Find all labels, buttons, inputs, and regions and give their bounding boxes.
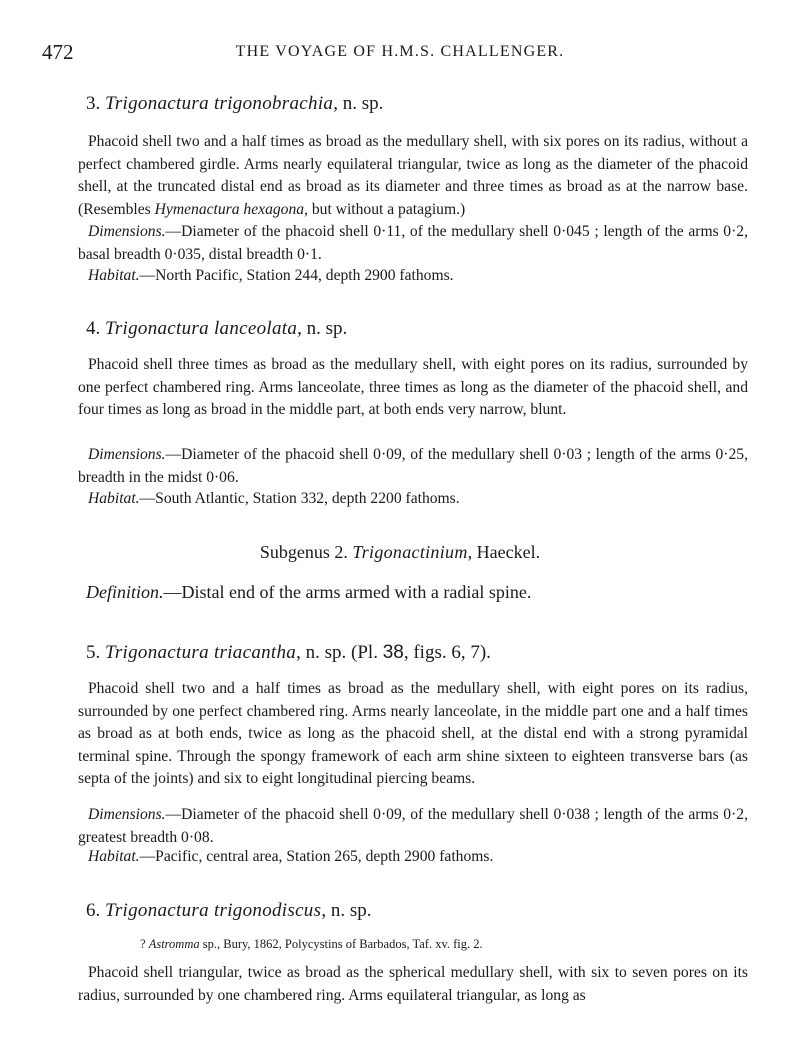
habitat-label: Habitat. (88, 267, 140, 284)
habitat-label: Habitat. (88, 848, 140, 865)
page-number: 472 (42, 40, 74, 64)
synonym-name: Astromma (148, 937, 200, 951)
species-name: Trigonactura trigonodiscus (105, 900, 322, 921)
dimensions-label: Dimensions. (88, 223, 166, 240)
resembles-name: Hymenactura hexagona (154, 200, 305, 218)
species-4-heading (86, 318, 748, 340)
habitat-label: Habitat. (88, 490, 140, 507)
species-3-heading (86, 93, 748, 115)
species-number: 3. (86, 93, 101, 114)
species-3-habitat: Habitat.—North Pacific, Station 244, depth 2900 fathoms. (88, 267, 454, 284)
species-number: 4. (86, 318, 101, 339)
species-name: Trigonactura trigonobrachia (105, 93, 334, 114)
species-4-description: Phacoid shell three times as broad as the medullary shell, with eight pores on its radius, surrounded by one perfect chambered ring. Arms lanceolate, three times as long as the diameter of the phacoid shell, and four times as long as broad in the middle part, at both ends very narrow, blunt. (78, 356, 748, 418)
species-suffix: , n. sp. (321, 900, 372, 921)
species-number: 6. (86, 900, 101, 921)
species-3-dimensions: Dimensions.—Diameter of the phacoid shell 0·11, of the medullary shell 0·045 ; length of the arms 0·2, basal breadth 0·035, distal breadth 0·1. (78, 223, 748, 263)
subgenus-heading: Subgenus 2. Trigonactinium, Haeckel. (259, 542, 541, 562)
species-6-synonym: ? Astromma sp., Bury, 1862, Polycystins of Barbados, Taf. xv. fig. 2. (140, 937, 483, 951)
species-suffix: , n. sp. (297, 318, 348, 339)
plate-number: 38 (382, 642, 404, 663)
species-suffix: , n. sp. (333, 93, 384, 114)
species-5-description: Phacoid shell two and a half times as broad as the medullary shell, with eight pores on its radius, surrounded by one perfect chambered ring. Arms nearly lanceolate, in the middle part one and a half times as broad as at both ends, twice as long as the phacoid shell, at the distal end with a strong pyramidal terminal spine. Through the spongy framework of each arm shine sixteen to eighteen transverse bars (as septa of the joints) and six to eight longitudinal piercing beams. (78, 680, 748, 787)
definition-label: Definition. (86, 582, 164, 602)
page-header (42, 40, 758, 66)
species-name: Trigonactura triacantha (105, 642, 297, 663)
species-5-heading: 5. Trigonactura triacantha, n. sp. (Pl. 38, figs. 6, 7). (86, 642, 491, 663)
species-name: Trigonactura lanceolata (105, 318, 298, 339)
running-title: THE VOYAGE OF H.M.S. CHALLENGER. (235, 43, 565, 60)
species-4-dimensions: Dimensions.—Diameter of the phacoid shell 0·09, of the medullary shell 0·03 ; length of the arms 0·25, breadth in the midst 0·06. (78, 446, 748, 486)
species-6-description: Phacoid shell triangular, twice as broad as the spherical medullary shell, with six to seven pores on its radius, surrounded by one chambered ring. Arms equilateral triangular, as long as (78, 964, 748, 1004)
species-5-habitat: Habitat.—Pacific, central area, Station 265, depth 2900 fathoms. (88, 848, 494, 865)
subgenus-definition: Definition.—Distal end of the arms armed with a radial spine. (86, 582, 532, 602)
subgenus-name: Trigonactinium (352, 542, 468, 562)
dimensions-label: Dimensions. (88, 806, 166, 823)
species-6-heading (86, 900, 748, 922)
species-4-habitat: Habitat.—South Atlantic, Station 332, depth 2200 fathoms. (88, 490, 460, 507)
dimensions-label: Dimensions. (88, 446, 166, 463)
species-3-description: Phacoid shell two and a half times as broad as the medullary shell, with six pores on its radius, without a perfect chambered girdle. Arms nearly equilateral triangular, twice as long as the diameter of the phacoid shell, at the truncated distal end as broad as its diameter and three times as broad as at the narrow base. (Resembles Hymenactura hexagona, but without a patagium.) (78, 133, 748, 218)
species-number: 5. (86, 642, 101, 663)
species-5-dimensions: Dimensions.—Diameter of the phacoid shell 0·09, of the medullary shell 0·038 ; length of the arms 0·2, greatest breadth 0·08. (78, 806, 748, 846)
